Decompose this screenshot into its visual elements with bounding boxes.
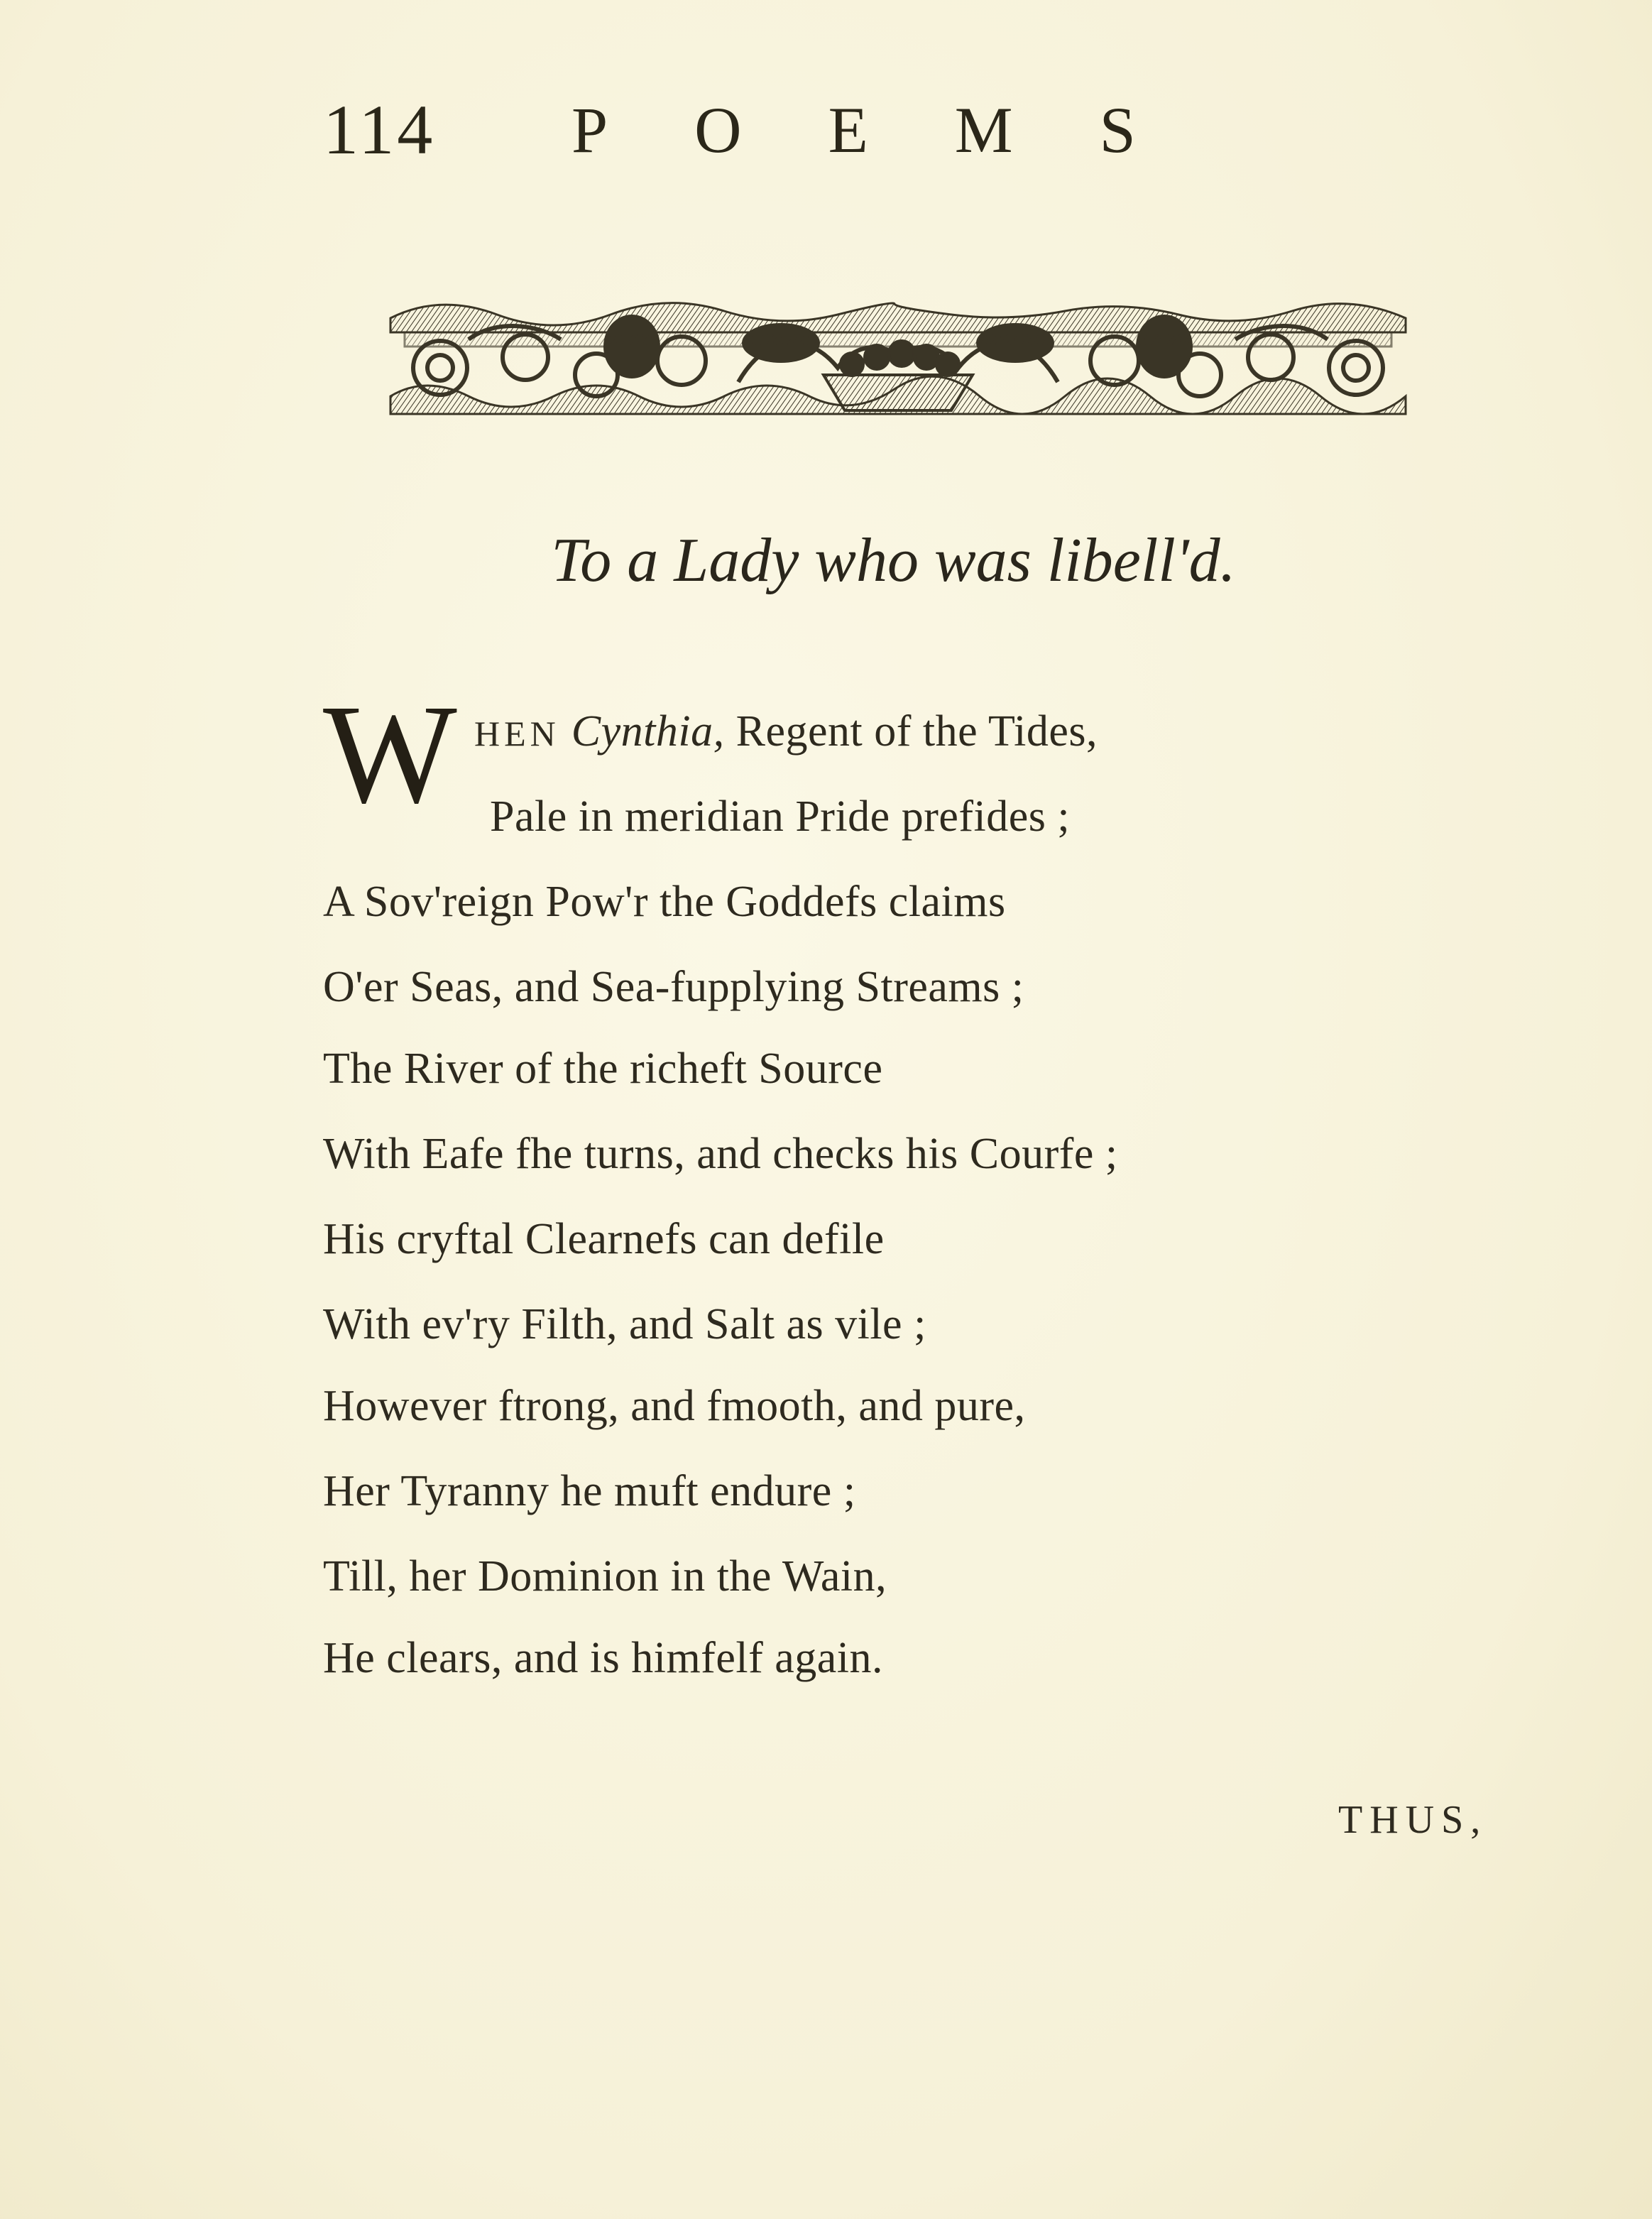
verse-line: A Sov'reign Pow'r the Goddefs claims xyxy=(323,878,1006,926)
verse-line: Till, her Dominion in the Wain, xyxy=(323,1552,887,1601)
verse-line: His cryftal Clearnefs can defile xyxy=(323,1215,885,1263)
drop-cap: W xyxy=(323,676,457,833)
catchword: THUS, xyxy=(1338,1798,1488,1842)
verse-line: O'er Seas, and Sea-fupplying Streams ; xyxy=(323,963,1024,1011)
italic-name: Cynthia, xyxy=(571,707,725,756)
verse-line: With ev'ry Filth, and Salt as vile ; xyxy=(323,1300,926,1348)
first-word-caps: HEN xyxy=(474,714,560,753)
poem-title: To a Lady who was libell'd. xyxy=(551,526,1236,595)
verse-line-1 xyxy=(474,699,1098,765)
engraved-headpiece-ornament-icon xyxy=(383,290,1413,425)
verse-line: Pale in meridian Pride prefides ; xyxy=(490,792,1071,841)
verse-line: He clears, and is himfelf again. xyxy=(323,1634,883,1682)
verse-line: Her Tyranny he muft endure ; xyxy=(323,1467,856,1515)
running-title: POEMS xyxy=(571,94,1222,166)
verse-line: However ftrong, and fmooth, and pure, xyxy=(323,1382,1026,1430)
running-head xyxy=(323,84,1246,176)
verse-line: With Eafe fhe turns, and checks his Courfe ; xyxy=(323,1130,1118,1178)
first-line-rest: Regent of the Tides, xyxy=(735,707,1098,756)
verse-line: The River of the richeft Source xyxy=(323,1045,883,1093)
page-number: 114 xyxy=(323,90,436,169)
